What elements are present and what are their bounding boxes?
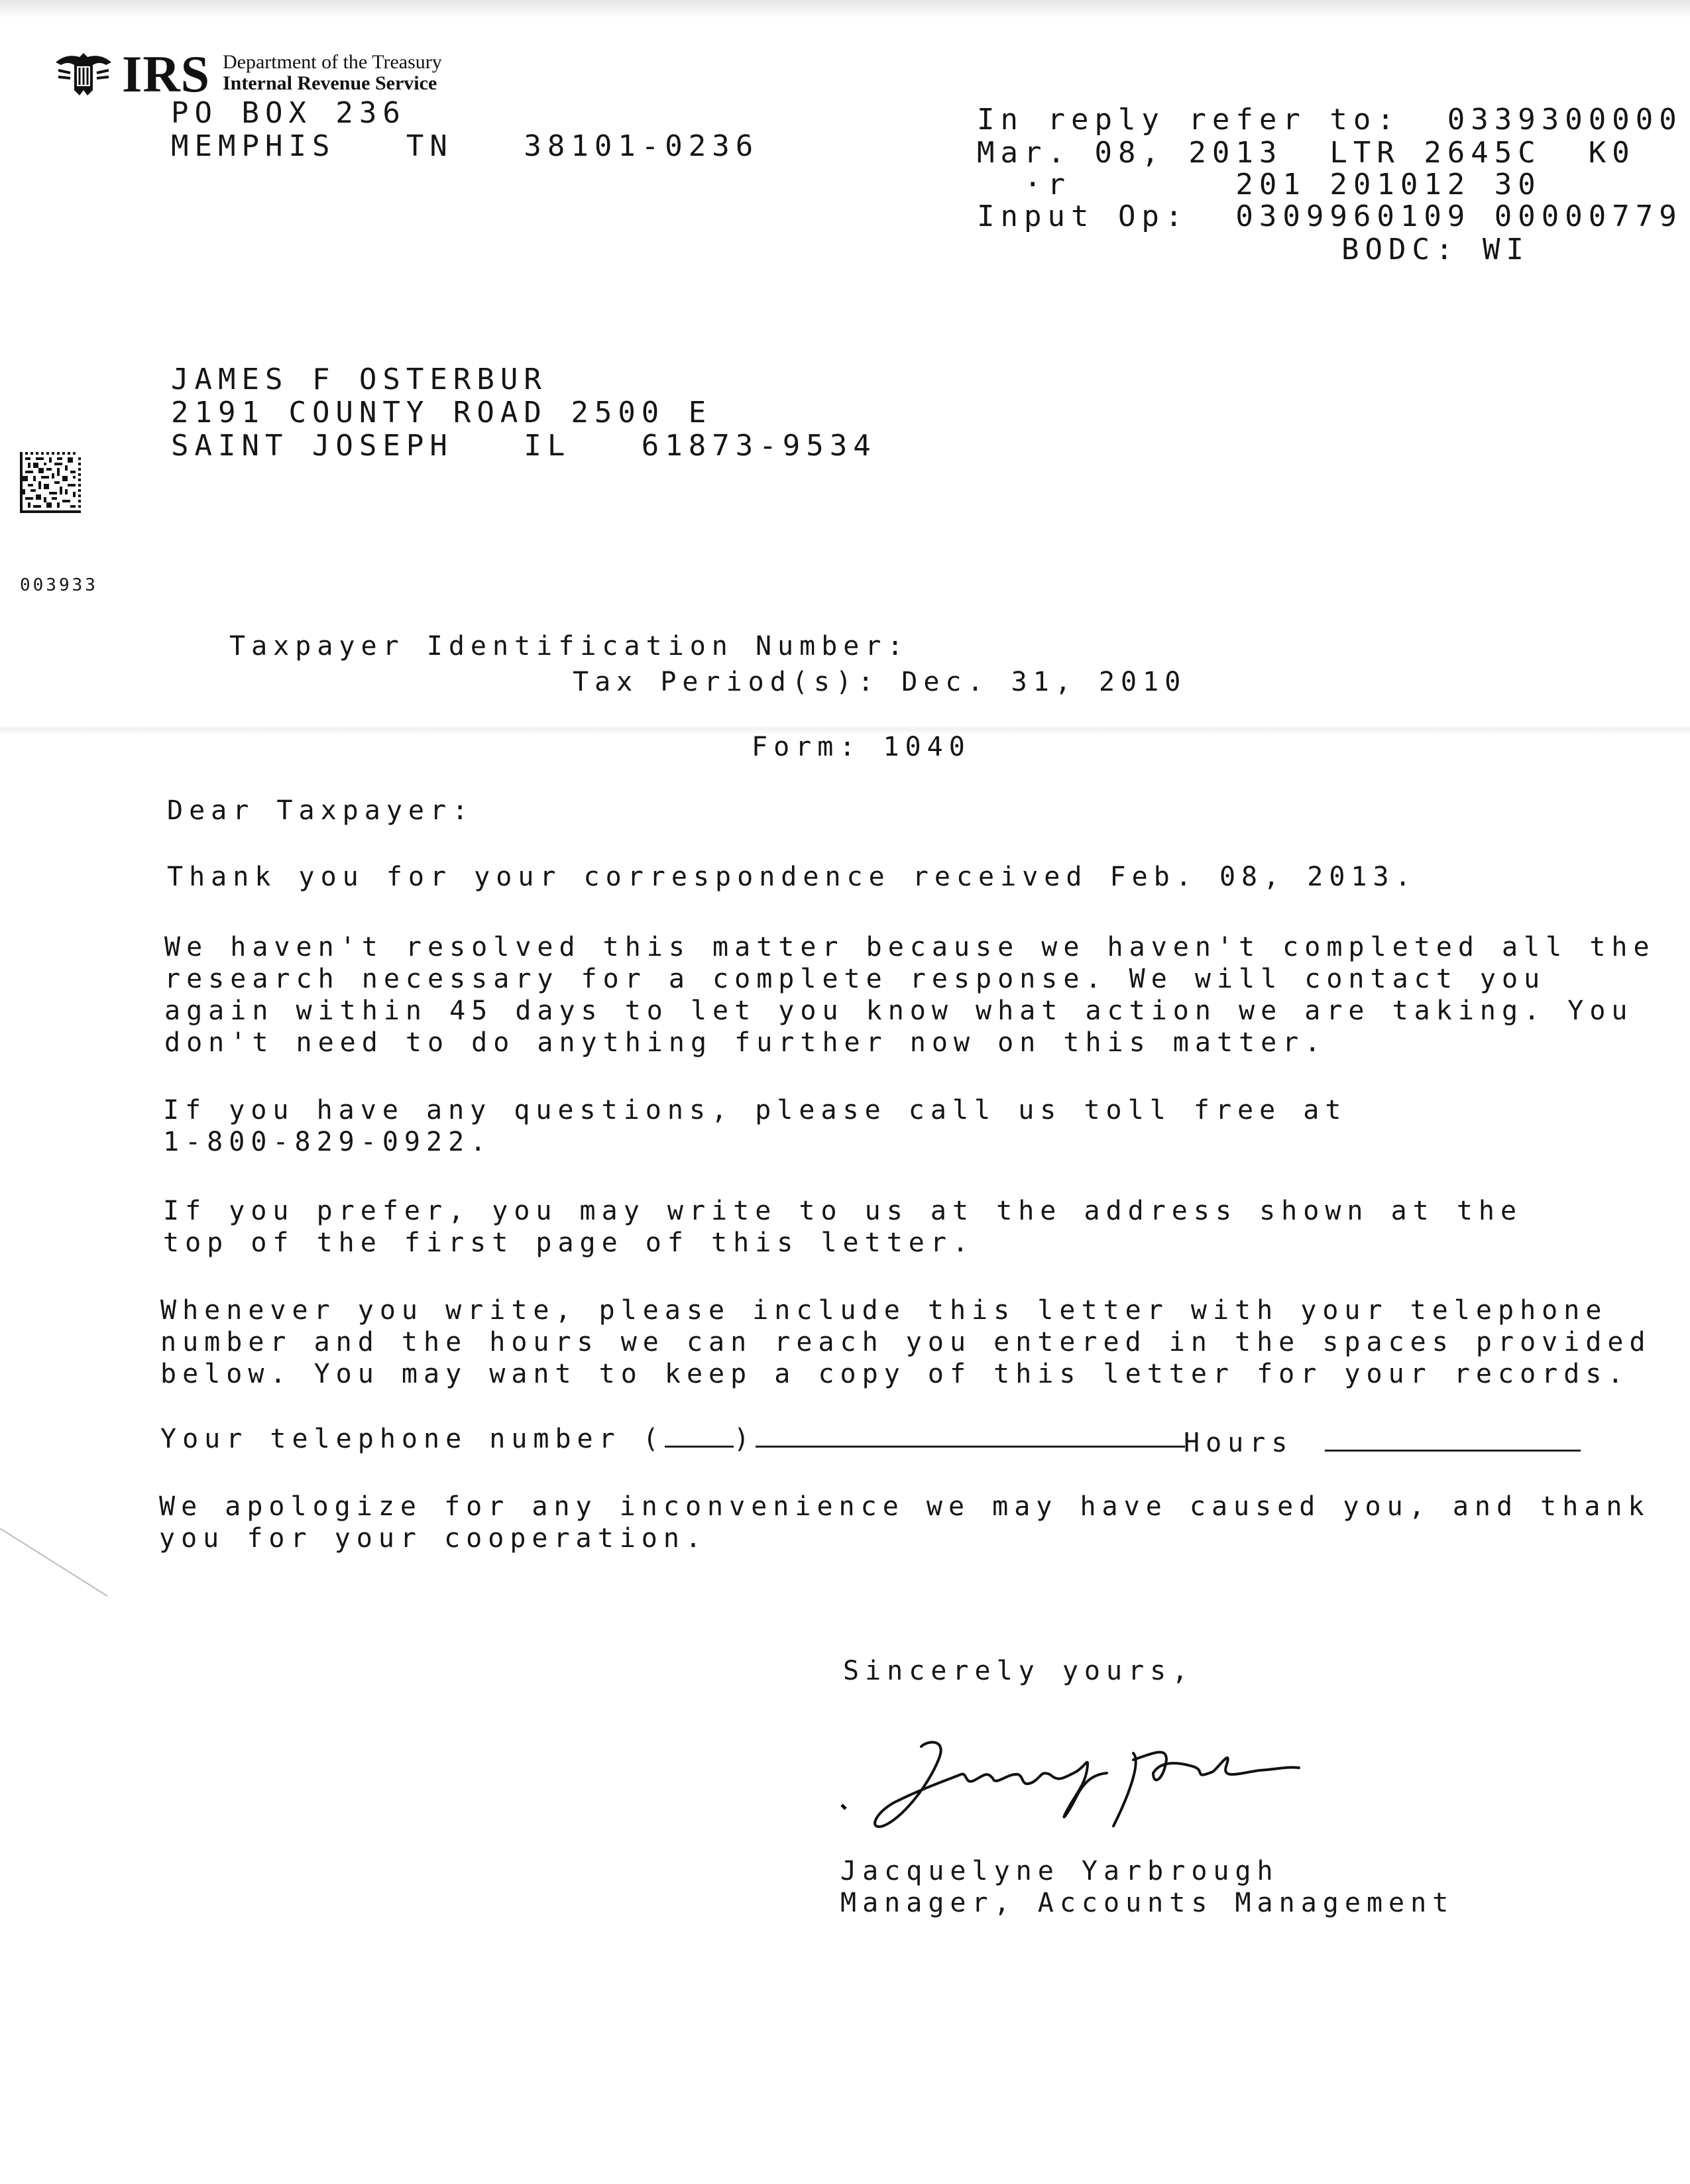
salutation: Dear Taxpayer: (167, 795, 475, 826)
paragraph-6-line-1: We apologize for any inconvenience we may have caused you, and thank (159, 1491, 1650, 1522)
reference-code-line: ·r 201 201012 30 (977, 168, 1542, 201)
paragraph-2-line-2: research necessary for a complete response. We will contact you (164, 964, 1546, 994)
paragraph-2-line-4: don't need to do anything further now on this matter. (164, 1027, 1327, 1058)
form-number: Form: 1040 (752, 732, 971, 762)
hours-label: Hours (1184, 1428, 1294, 1458)
sender-address-line2: MEMPHIS TN 38101-0236 (171, 129, 760, 163)
sender-address-line1: PO BOX 236 (171, 96, 406, 130)
paragraph-5-line-3: below. You may want to keep a copy of this letter for your records. (160, 1359, 1630, 1389)
handwritten-signature (822, 1733, 1306, 1833)
signer-name: Jacquelyne Yarbrough (840, 1856, 1279, 1886)
department-name: Department of the Treasury (223, 51, 442, 73)
paragraph-5-line-1: Whenever you write, please include this letter with your telephone (160, 1295, 1608, 1326)
letter-date-code: Mar. 08, 2013 LTR 2645C K0 (977, 136, 1636, 170)
reference-line: In reply refer to: 0339300000 (977, 103, 1683, 137)
telephone-number-blank[interactable] (756, 1423, 1185, 1448)
paragraph-6-line-2: you for your cooperation. (159, 1523, 708, 1554)
paragraph-2-line-1: We haven't resolved this matter because we haven't completed all the (164, 932, 1656, 962)
paragraph-5-line-2: number and the hours we can reach you entered in the spaces provided (160, 1327, 1652, 1357)
hours-field-row (1184, 1426, 1581, 1460)
paragraph-1: Thank you for your correspondence received Feb. 08, 2013. (167, 862, 1417, 892)
paragraph-3-line-1: If you have any questions, please call us toll free at (163, 1095, 1347, 1125)
tin-label: Taxpayer Identification Number: (229, 631, 909, 661)
valediction: Sincerely yours, (843, 1656, 1194, 1686)
service-name: Internal Revenue Service (223, 72, 437, 94)
irs-letterhead-logo (53, 45, 490, 103)
paragraph-2-line-3: again within 45 days to let you know what action we are taking. You (164, 996, 1634, 1026)
recipient-city: SAINT JOSEPH IL 61873-9534 (171, 429, 877, 463)
telephone-label: Your telephone number ( (160, 1424, 665, 1454)
eagle-icon (53, 50, 114, 98)
irs-wordmark: IRS (122, 45, 211, 103)
telephone-paren: ) (733, 1424, 756, 1454)
recipient-street: 2191 COUNTY ROAD 2500 E (171, 396, 712, 430)
datamatrix-barcode (20, 452, 81, 513)
toll-free-phone: 1-800-829-0922. (163, 1127, 492, 1157)
recipient-name: JAMES F OSTERBUR (171, 363, 547, 396)
bodc-line: BODC: WI (1341, 233, 1530, 266)
telephone-field-row (160, 1422, 1185, 1456)
scan-edge-shadow (0, 0, 1690, 19)
hours-blank[interactable] (1325, 1427, 1581, 1452)
input-op-line: Input Op: 0309960109 00000779 (977, 200, 1683, 233)
area-code-blank[interactable] (665, 1423, 734, 1448)
paragraph-4-line-1: If you prefer, you may write to us at the address shown at the (163, 1196, 1523, 1226)
tax-period: Tax Period(s): Dec. 31, 2010 (573, 667, 1187, 697)
signer-title: Manager, Accounts Management (840, 1888, 1455, 1918)
paragraph-4-line-2: top of the first page of this letter. (163, 1228, 975, 1258)
control-number: 003933 (20, 575, 98, 595)
scan-artifact-line (0, 1505, 113, 1604)
